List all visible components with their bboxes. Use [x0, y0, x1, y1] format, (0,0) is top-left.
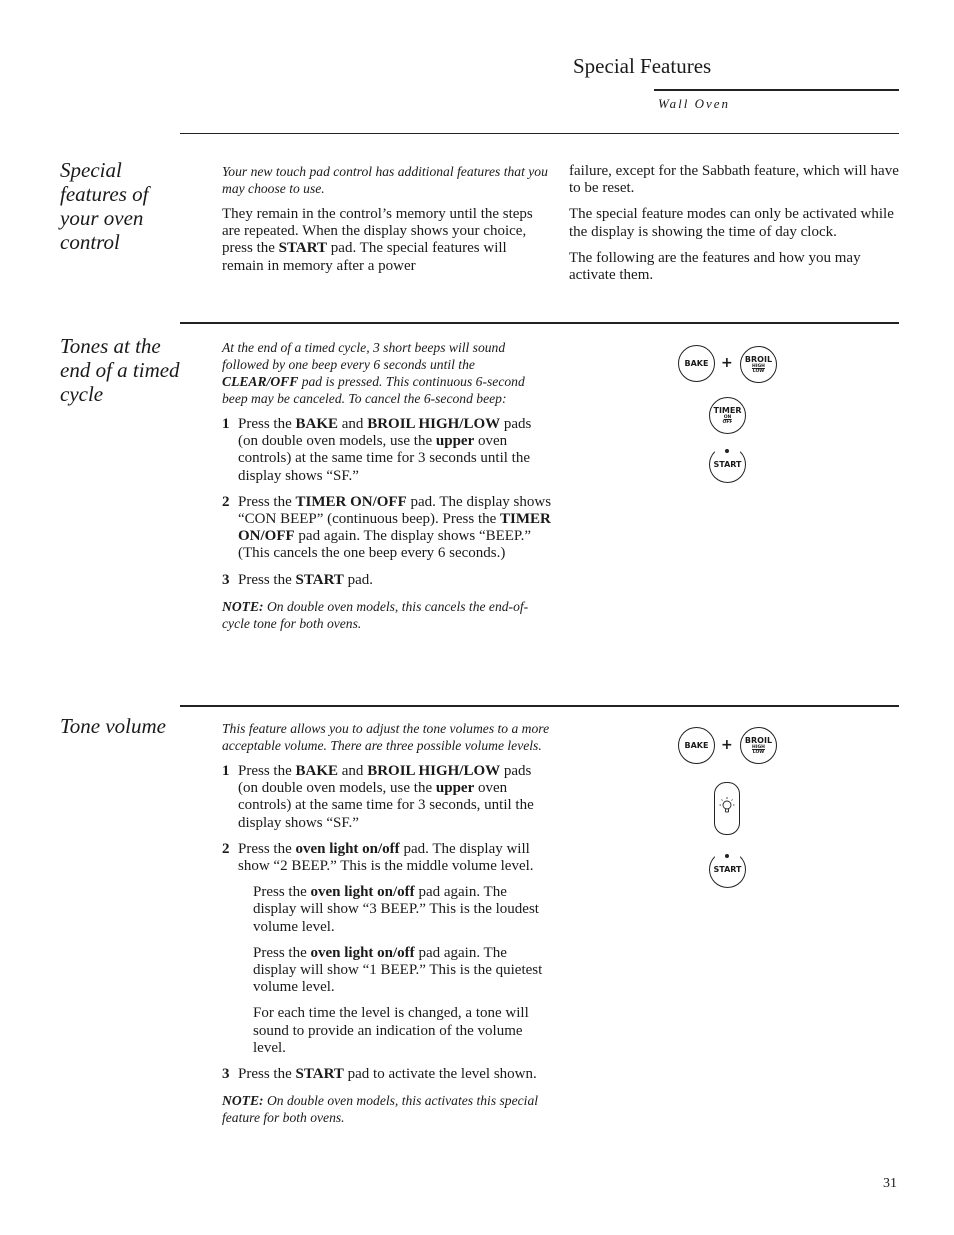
- bake-pad: BAKE: [678, 345, 715, 382]
- step-item: 3 Press the START pad.: [222, 571, 374, 588]
- section-body: [222, 339, 552, 641]
- start-pad: START: [709, 446, 746, 483]
- sub-step: For each time the level is changed, a tone will sound to provide an indication of the volume level.: [253, 1005, 529, 1056]
- intro-text: Your new touch pad control has additional features that you may choose to use.: [222, 164, 548, 196]
- start-indicator-dot: [725, 449, 729, 453]
- section-divider: [180, 133, 899, 134]
- step-item: 1 Press the BAKE and BROIL HIGH/LOW pads (on double oven models, use the upper oven controls) at the same time for 3 seconds until the display shows “SF.”: [222, 416, 532, 484]
- section-body-right: [569, 163, 899, 293]
- paragraph: They remain in the control’s memory until the steps are repeated. When the display shows your choice, press the START pad. The special features will remain in memory after a power: [222, 206, 533, 274]
- section-divider: [180, 322, 899, 324]
- oven-light-pad: [714, 782, 740, 835]
- plus-sign: +: [721, 737, 733, 753]
- sub-step: Press the oven light on/off pad again. The display will show “1 BEEP.” This is the quietest volume level.: [253, 944, 543, 996]
- section-heading: Tone volume: [60, 714, 166, 738]
- paragraph: failure, except for the Sabbath feature, which will have to be reset.: [569, 163, 899, 197]
- step-list: [222, 416, 552, 589]
- sub-step: Press the oven light on/off pad again. The display will show “3 BEEP.” This is the loudest volume level.: [253, 884, 539, 935]
- paragraph: The following are the features and how you may activate them.: [569, 249, 861, 284]
- broil-pad: BROIL HIGH LOW: [740, 727, 777, 764]
- step-item: 2 Press the TIMER ON/OFF pad. The display shows “CON BEEP” (continuous beep). Press the TIMER ON/OFF pad again. The display shows “BEEP.” (This cancels the one beep every 6 seconds.): [222, 493, 552, 562]
- page-subtitle: Wall Oven: [658, 96, 731, 111]
- start-indicator-dot: [725, 854, 729, 858]
- step-item: 3 Press the START pad to activate the level shown.: [222, 1066, 537, 1083]
- paragraph: The special feature modes can only be activated while the display is showing the time of day clock.: [569, 206, 894, 240]
- intro-text: This feature allows you to adjust the tone volumes to a more acceptable volume. There are three possible volume levels.: [222, 721, 550, 753]
- page-title: Special Features: [573, 54, 712, 78]
- section-heading: Tones at the end of a timed cycle: [60, 334, 180, 406]
- header-rule: [654, 89, 899, 91]
- note: NOTE: On double oven models, this activates this special feature for both ovens.: [222, 1093, 539, 1126]
- broil-pad: BROIL HIGH LOW: [740, 346, 777, 383]
- section-divider: [180, 705, 899, 707]
- step-list: [222, 1066, 552, 1083]
- light-bulb-icon: [715, 783, 739, 834]
- bake-pad: BAKE: [678, 727, 715, 764]
- timer-pad: TIMER ON OFF: [709, 397, 746, 434]
- start-pad: START: [709, 851, 746, 888]
- page-number: 31: [883, 1176, 897, 1191]
- section-body: [222, 720, 552, 1135]
- step-list: [222, 763, 552, 875]
- note: NOTE: On double oven models, this cancels the end-of-cycle tone for both ovens.: [222, 598, 529, 631]
- plus-sign: +: [721, 355, 733, 371]
- intro-text: At the end of a timed cycle, 3 short beeps will sound followed by one beep every 6 seconds until the CLEAR/OFF pad is pressed. This continuous 6-second beep may be canceled. To cancel the 6-second beep:: [222, 340, 525, 406]
- step-item: 2 Press the oven light on/off pad. The display will show “2 BEEP.” This is the middle volume level.: [222, 840, 534, 875]
- section-body-left: [222, 163, 552, 284]
- step-item: 1 Press the BAKE and BROIL HIGH/LOW pads (on double oven models, use the upper oven controls) at the same time for 3 seconds, until the display shows “SF.”: [222, 763, 534, 831]
- section-heading: Special features of your oven control: [60, 158, 149, 254]
